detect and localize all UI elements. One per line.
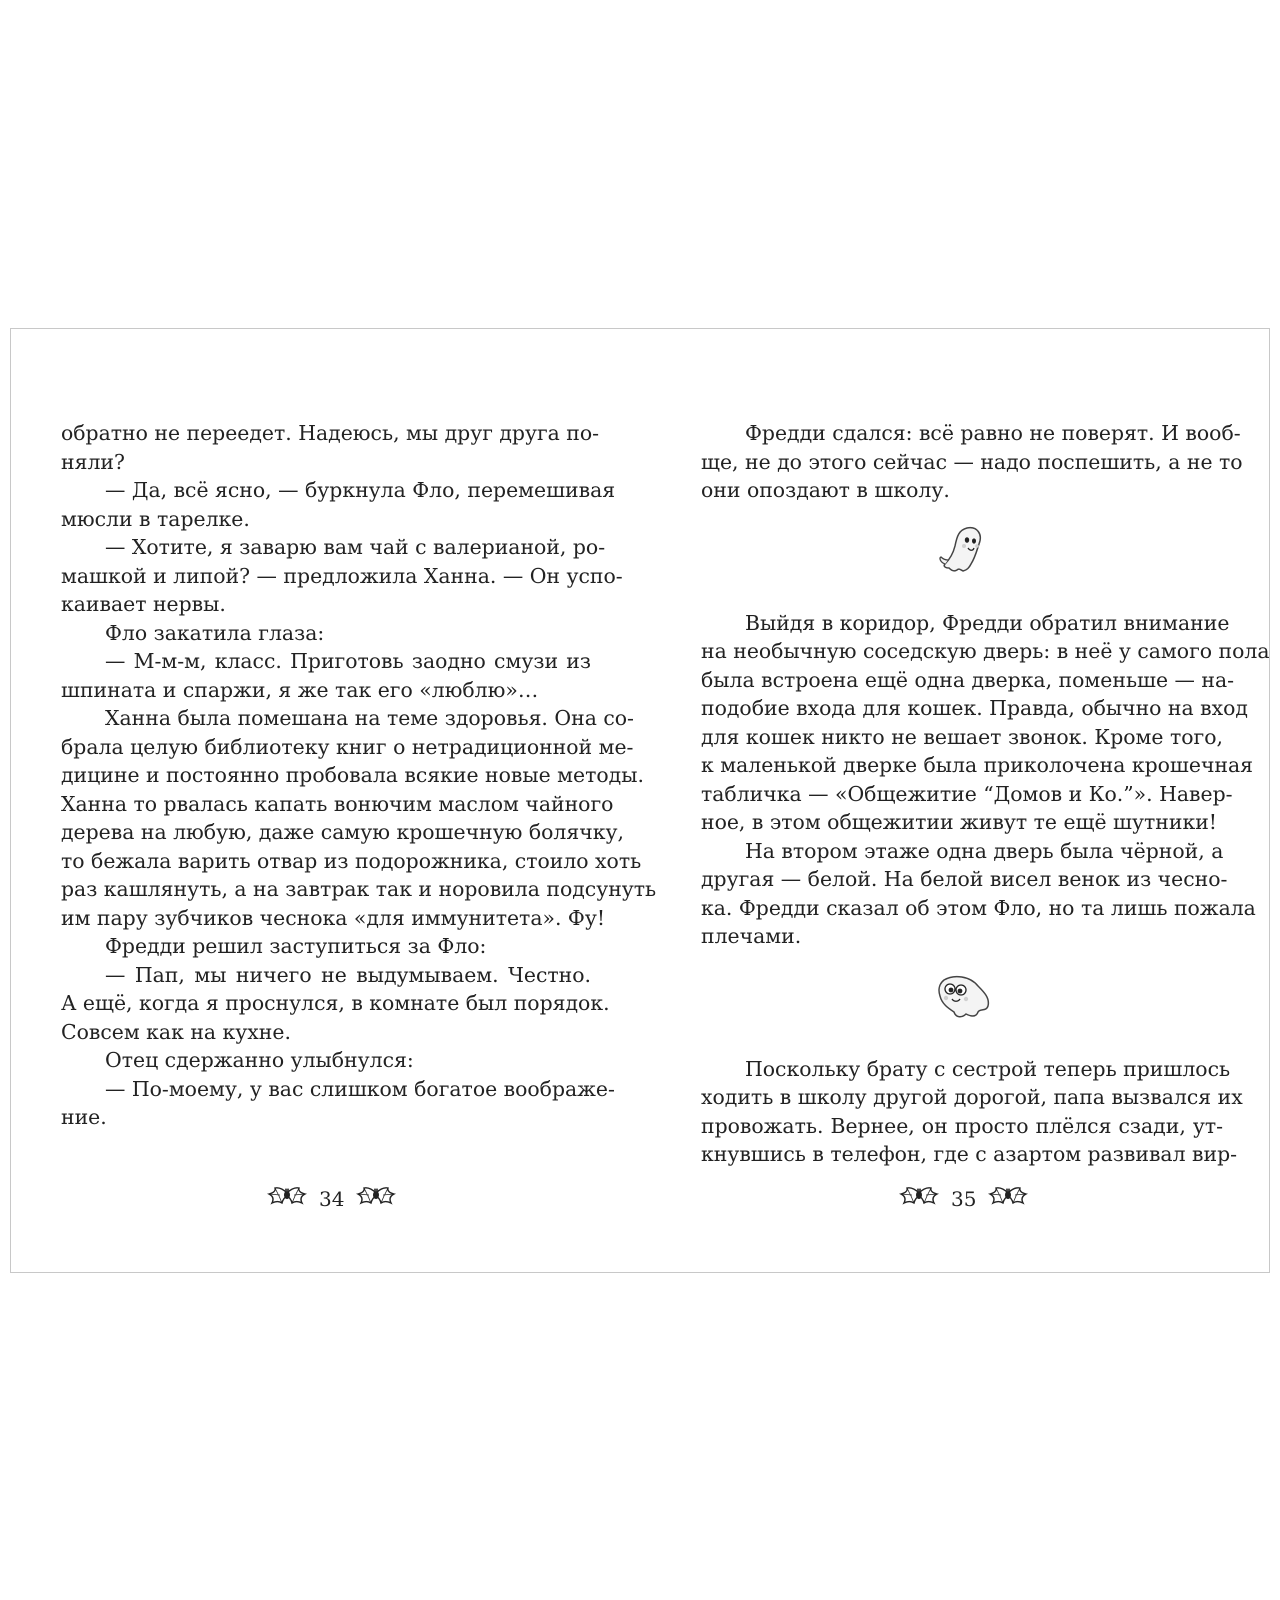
text-line: Ханна то рвалась капать вонючим маслом чайного <box>61 791 614 816</box>
text-line: ще, не до этого сейчас — надо поспешить, а не то <box>701 449 1243 474</box>
text-line: обратно не переедет. Надеюсь, мы друг друга по- <box>61 421 600 445</box>
text-line: Совсем как на кухне. <box>61 1019 291 1044</box>
text-line: няли? <box>61 449 125 474</box>
text-line: ка. Фредди сказал об этом Фло, но та лишь пожала <box>701 895 1256 920</box>
right-page-section-2 <box>701 609 1270 951</box>
text-line: — Да, всё ясно, — буркнула Фло, перемешивая <box>105 478 616 502</box>
right-page-folio <box>897 1179 1030 1213</box>
text-line: — М-м-м, класс. Приготовь заодно смузи из <box>105 649 591 673</box>
text-line: — По-моему, у вас слишком богатое воображе- <box>105 1076 615 1101</box>
text-line: к маленькой дверке была приколочена крошечная <box>701 753 1254 777</box>
text-line: брала целую библиотеку книг о нетрадиционной ме- <box>61 734 634 759</box>
bat-icon <box>897 1179 941 1213</box>
left-page <box>61 419 657 1132</box>
page-number: 34 <box>319 1187 345 1211</box>
text-line: провожать. Вернее, он просто плёлся сзади, ут- <box>701 1113 1223 1138</box>
book-spread <box>10 328 1270 1273</box>
text-line: ходить в школу другой дорогой, папа вызвался их <box>701 1085 1243 1109</box>
text-line: была встроена ещё одна дверка, поменьше — на- <box>701 667 1235 692</box>
right-page-section-1 <box>701 419 1243 505</box>
text-line: им пару зубчиков чеснока «для иммунитета». Фу! <box>61 905 606 930</box>
text-line: Фло закатила глаза: <box>105 620 325 645</box>
ghost-divider <box>701 969 1223 1025</box>
text-line: они опоздают в школу. <box>701 478 950 502</box>
text-line: ние. <box>61 1105 107 1129</box>
text-line: Фредди решил заступиться за Фло: <box>105 934 487 958</box>
text-line: раз кашлянуть, а на завтрак так и норовила подсунуть <box>61 877 657 901</box>
ghost-divider <box>701 523 1223 579</box>
text-line: Поскольку брату с сестрой теперь пришлось <box>745 1056 1231 1081</box>
text-line: каивает нервы. <box>61 592 226 616</box>
left-page-text <box>61 419 657 1132</box>
text-line: На втором этаже одна дверь была чёрной, а <box>745 838 1224 863</box>
text-line: Выйдя в коридор, Фредди обратил внимание <box>745 610 1230 635</box>
text-line: ное, в этом общежитии живут те ещё шутники! <box>701 810 1217 834</box>
page-number: 35 <box>951 1187 977 1211</box>
left-page-folio <box>265 1179 398 1213</box>
text-line: мюсли в тарелке. <box>61 506 250 531</box>
text-line: плечами. <box>701 924 802 948</box>
ghost-icon <box>937 524 987 578</box>
text-line: шпината и спаржи, я же так его «люблю»… <box>61 677 539 702</box>
text-line: А ещё, когда я проснулся, в комнате был порядок. <box>61 991 610 1015</box>
bat-icon <box>265 1179 309 1213</box>
text-line: Фредди сдался: всё равно не поверят. И вооб- <box>745 421 1241 445</box>
text-line: — Хотите, я заварю вам чай с валерианой, ро- <box>105 535 606 559</box>
text-line: табличка — «Общежитие “Домов и Ко.”». Навер- <box>701 781 1233 806</box>
bat-icon <box>986 1179 1030 1213</box>
text-line: Ханна была помешана на теме здоровья. Она со- <box>105 706 634 730</box>
text-line: то бежала варить отвар из подорожника, стоило хоть <box>61 848 642 873</box>
text-line: машкой и липой? — предложила Ханна. — Он успо- <box>61 563 623 588</box>
text-line: подобие входа для кошек. Правда, обычно на вход <box>701 696 1248 720</box>
text-line: Отец сдержанно улыбнулся: <box>105 1048 414 1072</box>
ghost-icon <box>930 972 994 1022</box>
text-line: другая — белой. На белой висел венок из чесно- <box>701 867 1228 891</box>
text-line: кнувшись в телефон, где с азартом развивал вир- <box>701 1142 1238 1166</box>
text-line: дерева на любую, даже самую крошечную болячку, <box>61 820 624 844</box>
right-page <box>701 419 1270 1169</box>
bat-icon <box>354 1179 398 1213</box>
text-line: для кошек никто не вешает звонок. Кроме того, <box>701 724 1223 749</box>
text-line: на необычную соседскую дверь: в неё у самого пола <box>701 639 1270 663</box>
right-page-section-3 <box>701 1055 1243 1169</box>
text-line: дицине и постоянно пробовала всякие новые методы. <box>61 763 644 787</box>
text-line: — Пап, мы ничего не выдумываем. Честно. <box>105 962 591 987</box>
